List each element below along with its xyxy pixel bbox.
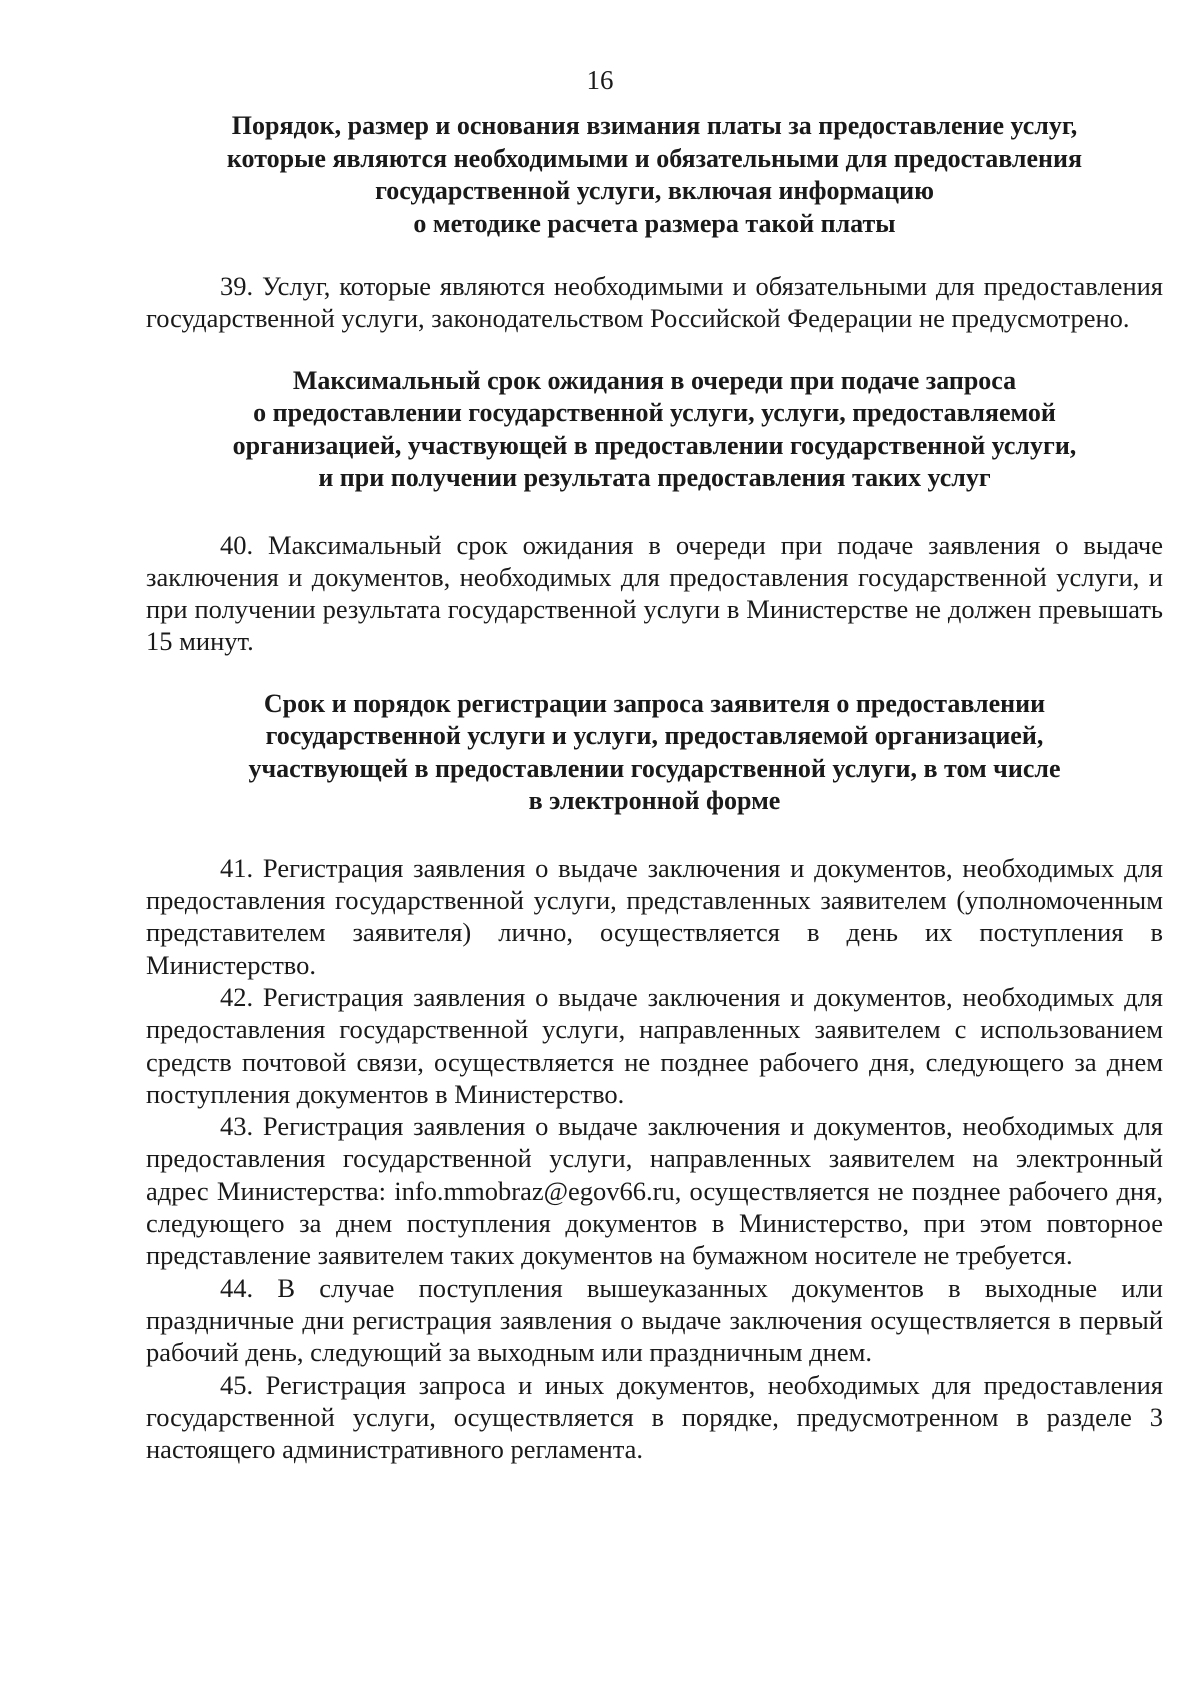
paragraph-45: 45. Регистрация запроса и иных документов, необходимых для предоставления государственной услуги, осуществляется в порядке, предусмотренном в разделе 3 настоящего административного регламента. (146, 1369, 1163, 1465)
page-content (146, 110, 1163, 1465)
section-heading-fees (146, 110, 1163, 240)
paragraph-43: 43. Регистрация заявления о выдаче заключения и документов, необходимых для предоставления государственной услуги, направленных заявителем на электронный адрес Министерства: info.mmobraz@egov66.ru, осуществляется не позднее рабочего дня, следующего за днем поступления документов в Министерство, при этом повторное представление заявителем таких документов на бумажном носителе не требуется. (146, 1111, 1163, 1271)
paragraph-44: 44. В случае поступления вышеуказанных документов в выходные или праздничные дни регистрация заявления о выдаче заключения осуществляется в первый рабочий день, следующий за выходным или праздничным днем. (146, 1272, 1163, 1368)
heading-line: Максимальный срок ожидания в очереди при подаче запроса (292, 365, 1017, 395)
heading-line: государственной услуги и услуги, предоставляемой организацией, (265, 721, 1044, 751)
heading-line: и при получении результата предоставления таких услуг (318, 463, 991, 493)
paragraph-42: 42. Регистрация заявления о выдаче заключения и документов, необходимых для предоставления государственной услуги, направленных заявителем с использованием средств почтовой связи, осуществляется не позднее рабочего дня, следующего за днем поступления документов в Министерство. (146, 981, 1163, 1109)
heading-line: о методике расчета размера такой платы (413, 208, 896, 238)
heading-line: о предоставлении государственной услуги, услуги, предоставляемой (253, 398, 1056, 428)
heading-line: Порядок, размер и основания взимания платы за предоставление услуг, (231, 111, 1078, 140)
heading-line: организацией, участвующей в предоставлении государственной услуги, (232, 430, 1077, 460)
section-heading-registration (146, 688, 1163, 818)
heading-line: Срок и порядок регистрации запроса заявителя о предоставлении (263, 688, 1046, 718)
heading-line: государственной услуги, включая информацию (375, 176, 934, 205)
heading-line: участвующей в предоставлении государственной услуги, в том числе (248, 753, 1061, 783)
heading-line: в электронной форме (528, 786, 781, 816)
paragraph-40: 40. Максимальный срок ожидания в очереди при подаче заявления о выдаче заключения и документов, необходимых для предоставления государственной услуги, и при получении результата государственной услуги в Министерстве не должен превышать 15 минут. (146, 529, 1163, 657)
paragraph-39: 39. Услуг, которые являются необходимыми и обязательными для предоставления государственной услуги, законодательством Российской Федерации не предусмотрено. (146, 271, 1163, 334)
paragraph-41: 41. Регистрация заявления о выдаче заключения и документов, необходимых для предоставления государственной услуги, представленных заявителем (уполномоченным представителем заявителя) лично, осуществляется в день их поступления в Министерство. (146, 852, 1163, 980)
page-number: 16 (586, 65, 614, 95)
section-heading-queue-time (146, 365, 1163, 495)
heading-line: которые являются необходимыми и обязательными для предоставления (226, 143, 1083, 173)
